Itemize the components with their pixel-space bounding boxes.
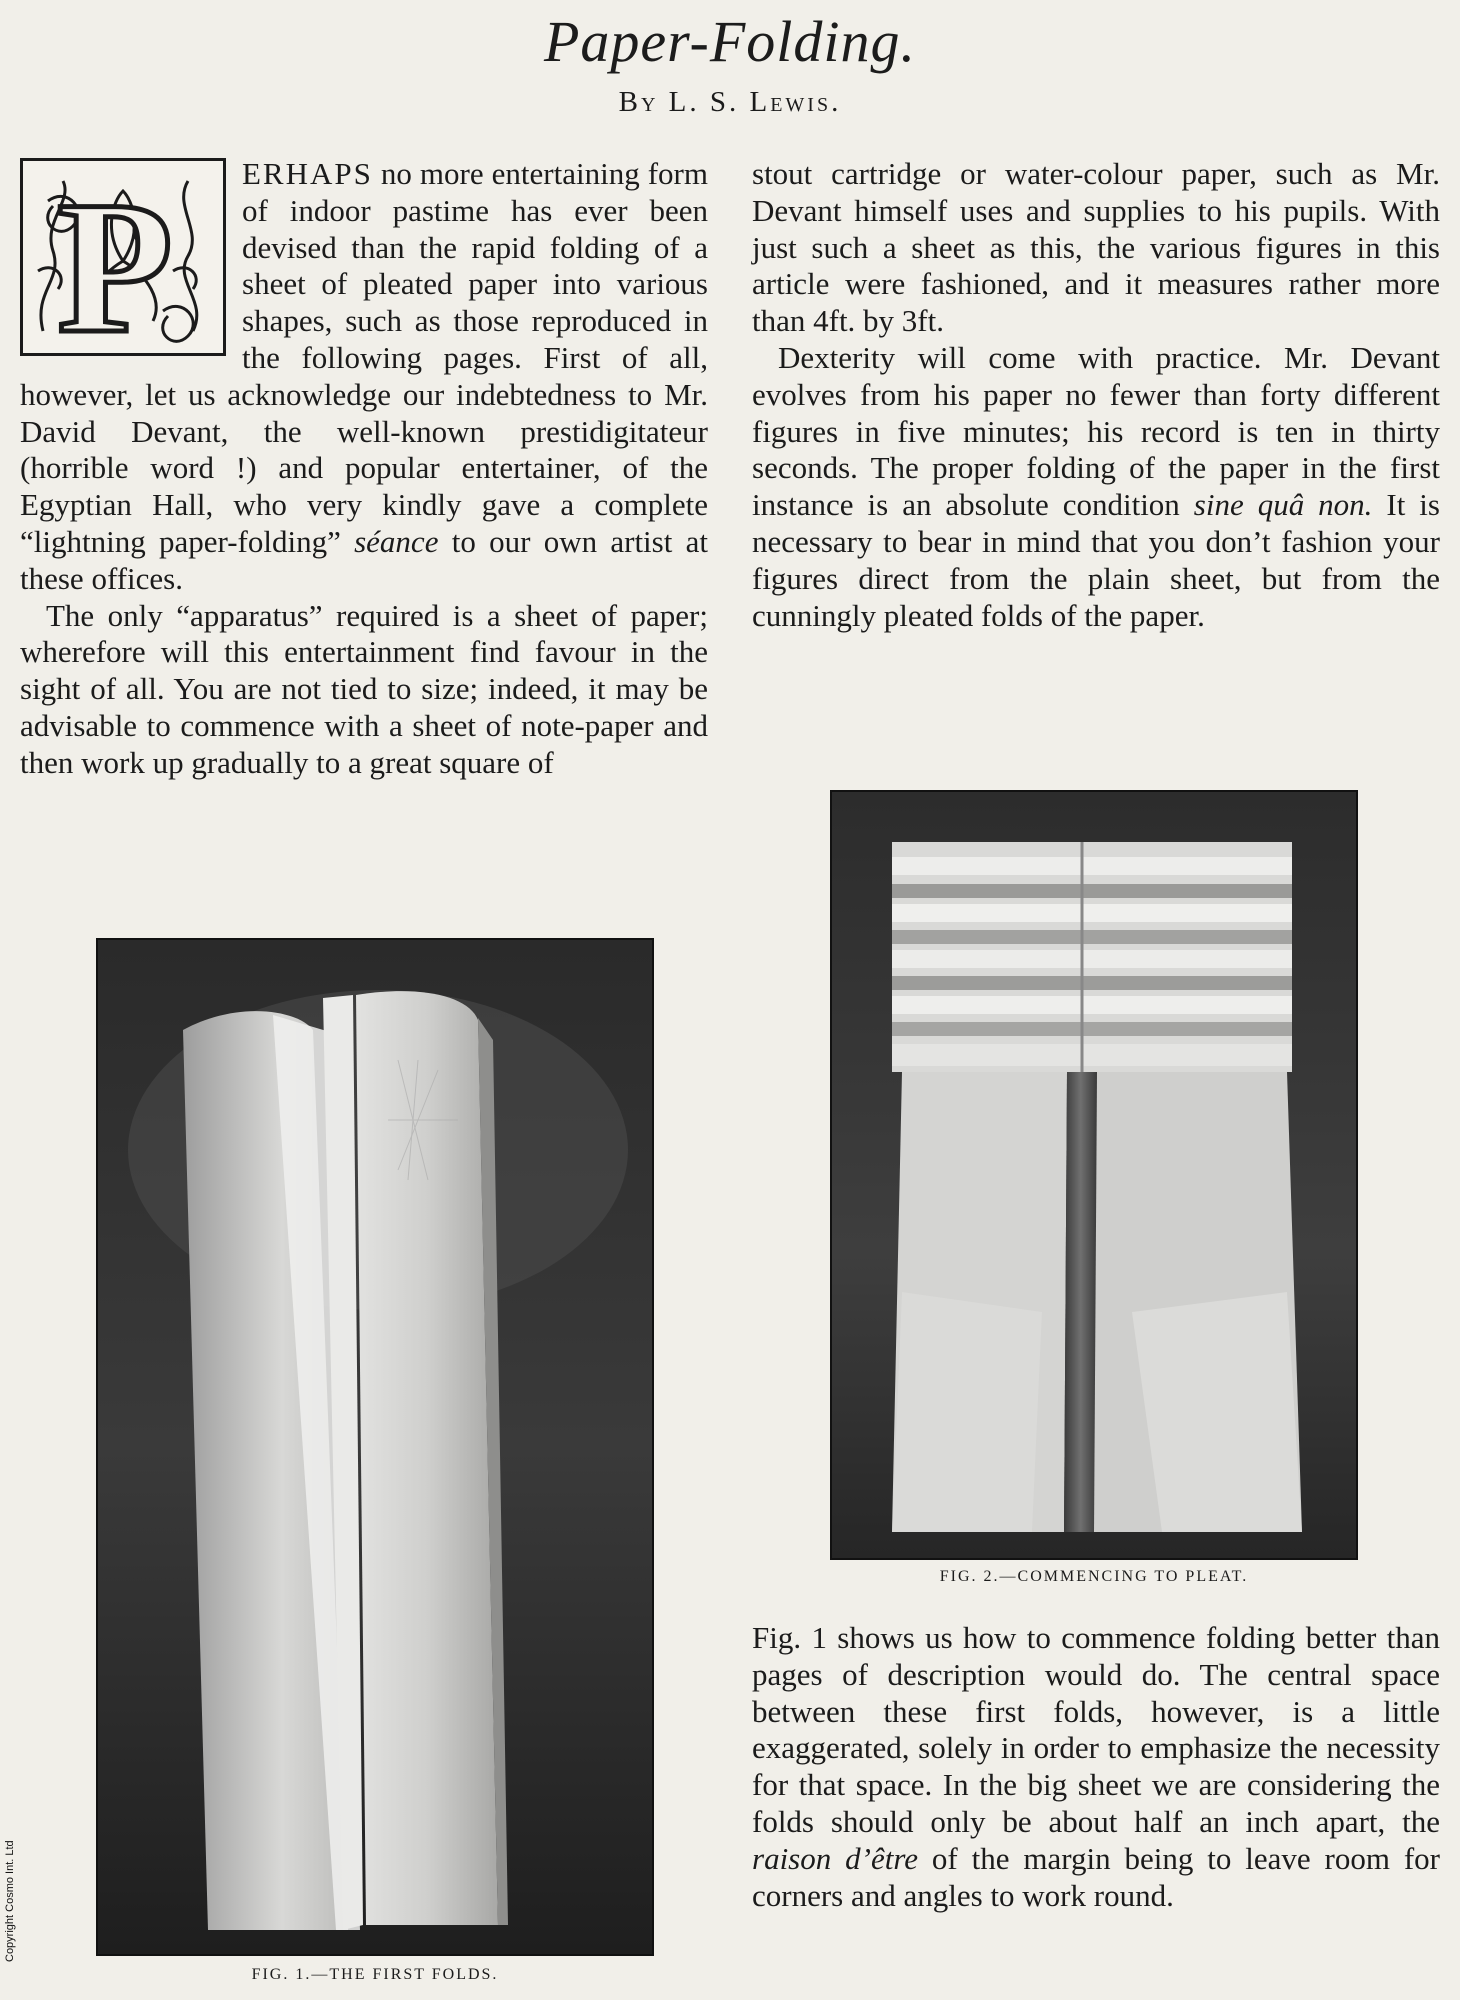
paper-first-folds-illustration bbox=[98, 940, 652, 1954]
italic-term: sine quâ non. bbox=[1193, 487, 1373, 523]
article-title: Paper-Folding. bbox=[543, 9, 917, 74]
paragraph-dexterity bbox=[752, 340, 1440, 634]
paragraph-apparatus: The only “apparatus” required is a sheet of paper; wherefore will this entertainment find favour in the sight of all. You are not tied to size; indeed, it may be advisable to commence with a sheet of note-paper and then work up gradually to a great square of bbox=[20, 597, 708, 780]
copyright-notice: Copyright Cosmo Int. Ltd bbox=[4, 1840, 16, 1962]
fig1-description-text: Fig. 1 shows us how to commence folding better than pages of description would do. The central space between these first folds, however, is a little exaggerated, solely in order to emphasize the necessity for that space. In the big sheet we are considering the folds should only be about half an inch apart, the bbox=[752, 1620, 1440, 1839]
column-right-top bbox=[752, 156, 1440, 634]
drop-cap-ornament-icon bbox=[23, 161, 223, 353]
italic-term: raison d’être bbox=[752, 1840, 918, 1876]
figure-1-caption: FIG. 1.—THE FIRST FOLDS. bbox=[251, 1966, 499, 1983]
column-left bbox=[20, 156, 708, 782]
figure-2-caption: FIG. 2.—COMMENCING TO PLEAT. bbox=[939, 1568, 1249, 1585]
fig1-description-end: of the margin being to leave room for corners and angles to work round. bbox=[752, 1840, 1440, 1913]
column-right-bottom bbox=[752, 1620, 1440, 1914]
dexterity-text: Dexterity will come with practice. Mr. Devant evolves from his paper no fewer than forty different figures in five minutes; his record is ten in thirty seconds. The proper folding of the paper in the first instance is an absolute condition bbox=[752, 339, 1440, 523]
figure-1-photo bbox=[96, 938, 654, 1956]
italic-term: séance bbox=[354, 523, 439, 559]
svg-text:P: P bbox=[56, 163, 174, 353]
figure-2-photo bbox=[830, 790, 1358, 1560]
paragraph-fig1-description bbox=[752, 1620, 1440, 1914]
ornamental-drop-cap bbox=[20, 158, 226, 356]
paper-pleating-illustration bbox=[832, 792, 1356, 1558]
article-byline: By L. S. Lewis. bbox=[618, 86, 842, 118]
dexterity-text-end: It is necessary to bear in mind that you don’t fashion your figures direct from the plain sheet, but from the cunningly pleated folds of the paper. bbox=[752, 487, 1440, 633]
paragraph-cartridge: stout cartridge or water-colour paper, such as Mr. Devant himself uses and supplies to his pupils. With just such a sheet as this, the various figures in this article were fashioned, and it measures rather more than 4ft. by 3ft. bbox=[752, 156, 1440, 339]
lead-word: ERHAPS bbox=[242, 156, 373, 191]
opening-text-end: to our own artist at these offices. bbox=[20, 523, 708, 596]
opening-text: no more entertaining form of indoor pastime has ever been devised than the rapid folding of a sheet of pleated paper into various shapes, such as those reproduced in the following pages. First of all, however, let us acknowledge our indebtedness to Mr. David Devant, the well-known prestidigitateur (horrible word !) and popular entertainer, of the Egyptian Hall, who very kindly gave a complete “lightning paper-folding” bbox=[20, 156, 708, 559]
paragraph-opening bbox=[20, 156, 708, 598]
